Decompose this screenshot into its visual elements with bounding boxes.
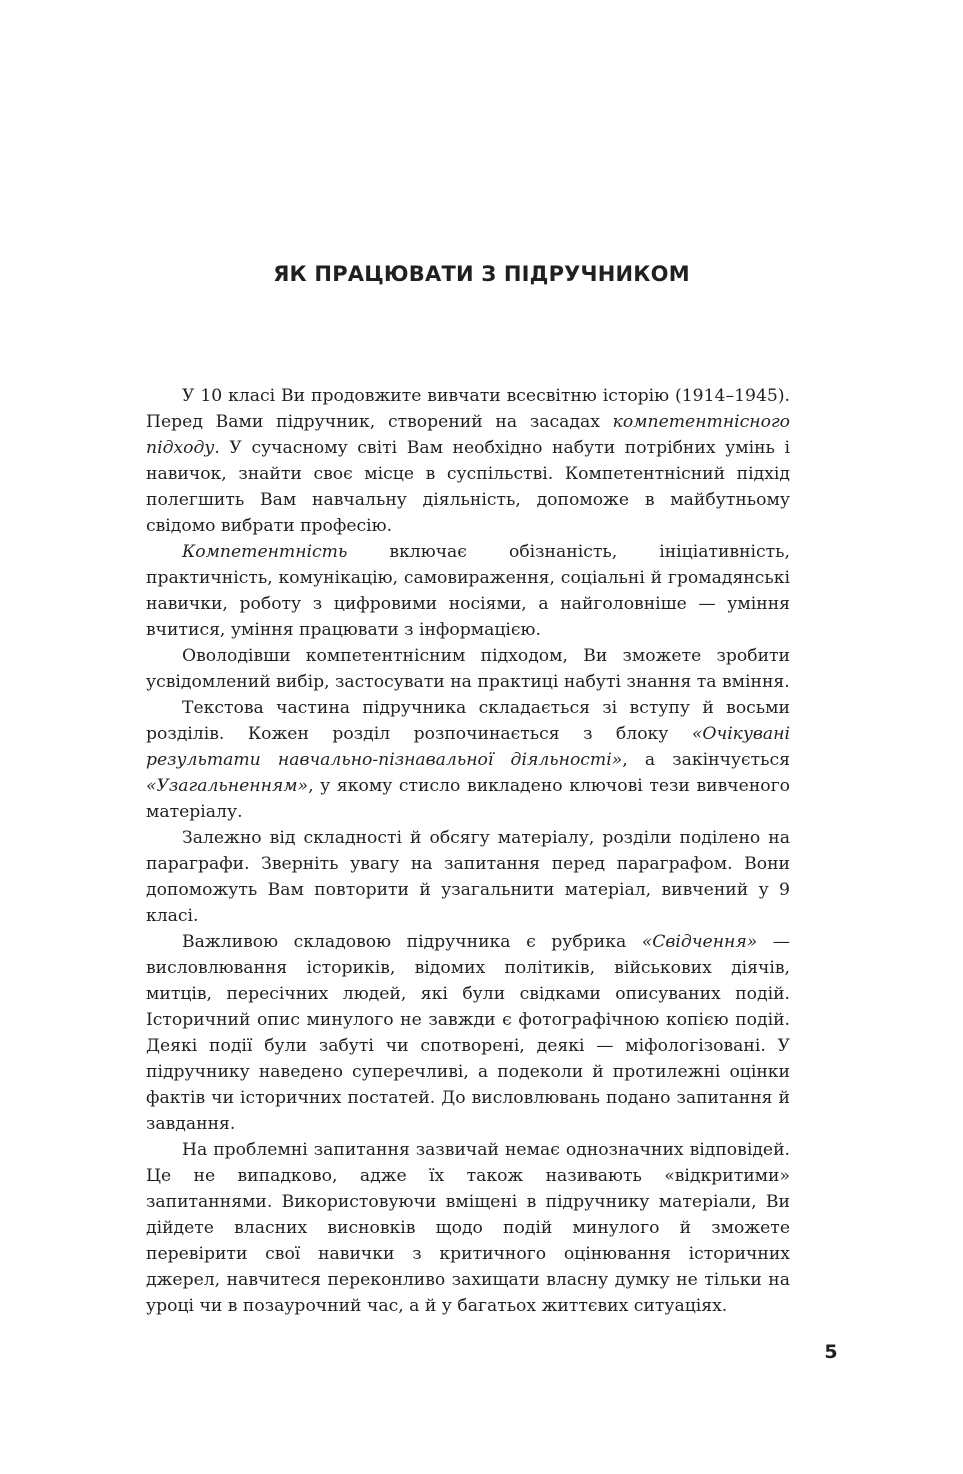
text-run: Важливою складовою підручника є рубрика [182, 932, 642, 952]
text-run: . У сучасному світі Вам необхідно набути потрібних умінь і навичок, знайти своє місце в суспільстві. Компетентнісний підхід полегшить Вам навчальну діяльність, допоможе в майбутньому свідомо вибрати професію. [146, 438, 790, 536]
text-run: Текстова частина підручника складається зі вступу й восьми розділів. Кожен розділ розпочинається з блоку [146, 698, 790, 744]
paragraph [146, 825, 790, 929]
text-run: — висловлювання істориків, відомих політиків, військових діячів, митців, пересічних людей, які були свідками описуваних подій. Історичний опис минулого не завжди є фотографічною копією подій. Деякі події були забуті чи спотворені, деякі — міфологізовані. У підручнику наведено суперечливі, а подеколи й протилежні оцінки фактів чи історичних постатей. До висловлювань подано запитання й завдання. [146, 932, 790, 1134]
italic-term: «Очікувані результати навчально-пізнавальної діяльності» [146, 724, 790, 770]
paragraph [146, 383, 790, 539]
paragraph [146, 1137, 790, 1319]
paragraph [146, 695, 790, 825]
italic-term: «Узагальненням» [146, 776, 309, 796]
text-run: , а закінчується [622, 750, 790, 770]
text-run: У 10 класі Ви продовжите вивчати всесвітню історію (1914–1945). Перед Вами підручник, створений на засадах [146, 386, 790, 432]
paragraph [146, 539, 790, 643]
paragraph [146, 643, 790, 695]
text-run: , у якому стисло викладено ключові тези вивченого матеріалу. [146, 776, 790, 822]
text-run: Оволодівши компетентнісним підходом, Ви зможете зробити усвідомлений вибір, застосувати на практиці набуті знання та вміння. [146, 646, 790, 692]
italic-term: «Свідчення» [641, 932, 758, 952]
page-title: ЯК ПРАЦЮВАТИ З ПІДРУЧНИКОМ [273, 262, 690, 286]
italic-term: Компетентність [182, 542, 348, 562]
page-number: 5 [824, 1341, 838, 1363]
text-run: Залежно від складності й обсягу матеріалу, розділи поділено на параграфи. Зверніть увагу на запитання перед параграфом. Вони допоможуть Вам повторити й узагальнити матеріал, вивчений у 9 класі. [146, 828, 790, 926]
text-run: На проблемні запитання зазвичай немає однозначних відповідей. Це не випадково, адже їх також називають «відкритими» запитаннями. Використовуючи вміщені в підручнику матеріали, Ви дійдете власних висновків щодо подій минулого й зможете перевірити свої навички з критичного оцінювання історичних джерел, навчитеся переконливо захищати власну думку не тільки на уроці чи в позаурочний час, а й у багатьох життєвих ситуаціях. [146, 1140, 790, 1316]
paragraph [146, 929, 790, 1137]
body-text [146, 383, 790, 1319]
italic-term: компетентнісного підходу [146, 412, 790, 458]
text-run: включає обізнаність, ініціативність, практичність, комунікацію, самовираження, соціальні й громадянські навички, роботу з цифровими носіями, а найголовніше — уміння вчитися, уміння працювати з інформацією. [146, 542, 790, 640]
